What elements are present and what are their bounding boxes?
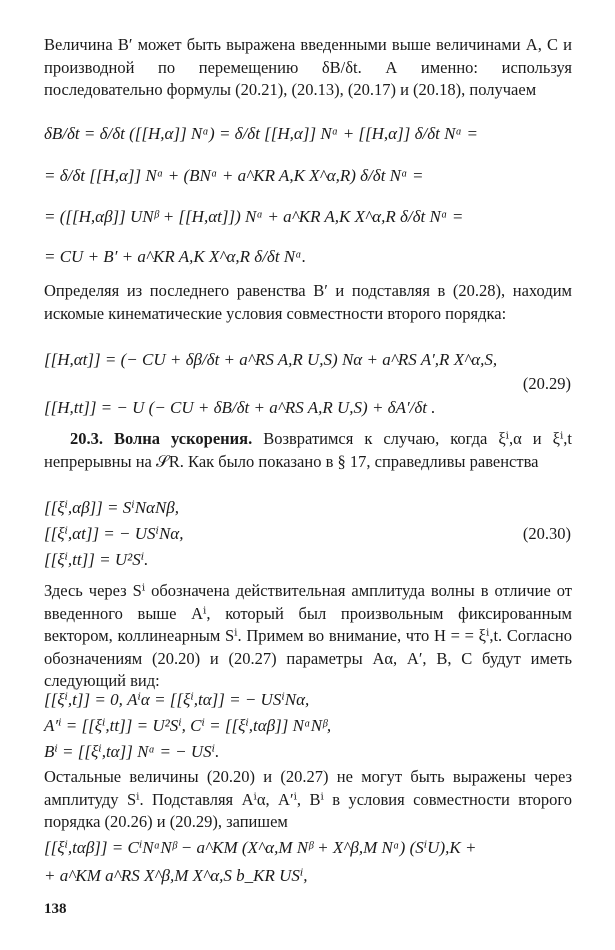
equation-line: [[ξⁱ,t]] = 0, Aⁱα = [[ξⁱ,tα]] = − USⁱNα,: [44, 690, 310, 709]
paragraph-4: Остальные величины (20.20) и (20.27) не могут быть выражены через амплитуду Sⁱ. Подставляя Aⁱα, A′ⁱ, Bⁱ в условия совместности второго порядка (20.26) и (20.29), запишем: [44, 767, 572, 831]
paragraph-3: Здесь через Sⁱ обозначена действительная амплитуда волны в отличие от введенного выше Aⁱ, который был произвольным фиксированным вектором, коллинеарным Sⁱ. Примем во внимание, что H = = ξⁱ,t. Согласно обозначениям (20.20) и (20.27) параметры Aα, A′, B, C будут иметь следующий вид:: [44, 581, 572, 690]
equation-line: Bⁱ = [[ξⁱ,tα]] Nᵅ = − USⁱ.: [44, 742, 220, 761]
equation-line: + a^KM a^RS X^β,M X^α,S b_KR USⁱ,: [44, 866, 308, 885]
section-number: 20.3.: [70, 429, 103, 448]
section-paragraph: [44, 428, 572, 473]
page-number: 138: [44, 901, 67, 917]
paragraph-2: Определяя из последнего равенства B′ и подставляя в (20.28), находим искомые кинематические условия совместности второго порядка:: [44, 281, 572, 323]
intro-paragraph: Величина B′ может быть выражена введенными выше величинами A, C и производной по перемещению δB/δt. А именно: используя последовательно формулы (20.21), (20.13), (20.17) и (20.18), получаем: [44, 35, 572, 99]
equation-line: = CU + B′ + a^KR A,K X^α,R δ/δt Nᵅ.: [44, 247, 307, 266]
equation-line: = δ/δt [[H,α]] Nᵅ + (BNᵅ + a^KR A,K X^α,R) δ/δt Nᵅ =: [44, 166, 424, 185]
equation-line: = ([[H,αβ]] UNᵝ + [[H,αt]]) Nᵅ + a^KR A,K X^α,R δ/δt Nᵅ =: [44, 207, 464, 226]
equation-line: [[H,αt]] = (− CU + δβ/δt + a^RS A,R U,S) Nα + a^RS A′,R X^α,S,: [44, 350, 498, 369]
equation-number: (20.30): [522, 524, 571, 543]
equation-line: A′ⁱ = [[ξⁱ,tt]] = U²Sⁱ, Cⁱ = [[ξⁱ,tαβ]] NᵅNᵝ,: [44, 716, 332, 735]
equation-line: δB/δt = δ/δt ([[H,α]] Nᵅ) = δ/δt [[H,α]] Nᵅ + [[H,α]] δ/δt Nᵅ =: [44, 124, 478, 143]
equation-line: [[ξⁱ,αβ]] = SⁱNαNβ,: [44, 498, 180, 517]
equation-line: [[ξⁱ,αt]] = − USⁱNα,: [44, 524, 184, 543]
equation-number: (20.29): [522, 374, 571, 393]
equation-line: [[ξⁱ,tαβ]] = CⁱNᵅNᵝ − a^KM (X^α,M Nᵝ + X^β,M Nᵅ) (SⁱU),K +: [44, 838, 477, 857]
section-title: Волна ускорения.: [114, 429, 253, 448]
equation-line: [[ξⁱ,tt]] = U²Sⁱ.: [44, 550, 149, 569]
equation-line: [[H,tt]] = − U (− CU + δB/δt + a^RS A,R U,S) + δA′/δt .: [44, 398, 436, 417]
section-text: Возвратимся к случаю, когда ξⁱ,α и ξⁱ,t непрерывны на 𝒮R. Как было показано в § 17, справедливы равенства: [44, 429, 572, 471]
